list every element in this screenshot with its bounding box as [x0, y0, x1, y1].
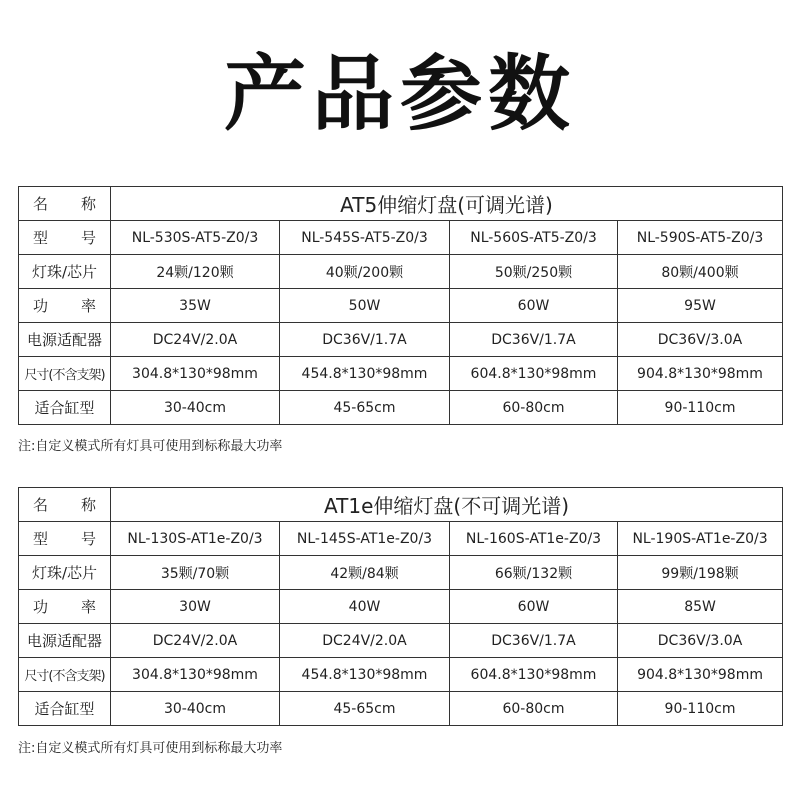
row-label: 电源适配器 — [19, 624, 111, 658]
row-label: 灯珠/芯片 — [19, 556, 111, 590]
table-row — [19, 692, 783, 726]
row-label: 适合缸型 — [19, 391, 111, 425]
table-cell: 80颗/400颗 — [618, 255, 783, 289]
table-cell: 40W — [280, 590, 450, 624]
table-cell: 60W — [450, 590, 618, 624]
table-cell: 60-80cm — [450, 692, 618, 726]
table-cell: 604.8*130*98mm — [450, 658, 618, 692]
product-name-header: AT1e伸缩灯盘(不可调光谱) — [111, 488, 783, 522]
table-cell: NL-130S-AT1e-Z0/3 — [111, 522, 280, 556]
row-label: 尺寸(不含支架) — [19, 658, 111, 692]
table-cell: 40颗/200颗 — [280, 255, 450, 289]
table-row — [19, 391, 783, 425]
row-label: 适合缸型 — [19, 692, 111, 726]
table-cell: 35颗/70颗 — [111, 556, 280, 590]
table-cell: NL-160S-AT1e-Z0/3 — [450, 522, 618, 556]
table-note: 注:自定义模式所有灯具可使用到标称最大功率 — [18, 741, 283, 756]
table-row — [19, 556, 783, 590]
table-cell: 90-110cm — [618, 391, 783, 425]
table-cell: NL-545S-AT5-Z0/3 — [280, 221, 450, 255]
table-cell: 454.8*130*98mm — [280, 357, 450, 391]
table-cell: 66颗/132颗 — [450, 556, 618, 590]
table-cell: 50颗/250颗 — [450, 255, 618, 289]
table-cell: 85W — [618, 590, 783, 624]
table-cell: DC24V/2.0A — [111, 323, 280, 357]
table-row — [19, 658, 783, 692]
table-cell: DC24V/2.0A — [280, 624, 450, 658]
table-cell: 454.8*130*98mm — [280, 658, 450, 692]
table-cell: 30-40cm — [111, 391, 280, 425]
table-row — [19, 357, 783, 391]
row-label: 名 称 — [19, 488, 111, 522]
table-cell: DC36V/1.7A — [450, 323, 618, 357]
product-name-header: AT5伸缩灯盘(可调光谱) — [111, 187, 783, 221]
table-cell: 90-110cm — [618, 692, 783, 726]
row-label: 尺寸(不含支架) — [19, 357, 111, 391]
row-label: 型 号 — [19, 522, 111, 556]
table-row — [19, 488, 783, 522]
table-row — [19, 187, 783, 221]
row-label: 灯珠/芯片 — [19, 255, 111, 289]
table-row — [19, 624, 783, 658]
table-cell: NL-560S-AT5-Z0/3 — [450, 221, 618, 255]
spec-table-at5 — [18, 186, 783, 425]
table-cell: DC36V/3.0A — [618, 323, 783, 357]
table-cell: 304.8*130*98mm — [111, 357, 280, 391]
table-cell: 60W — [450, 289, 618, 323]
spec-table-at1e — [18, 487, 783, 726]
table-cell: 30W — [111, 590, 280, 624]
table-cell: NL-145S-AT1e-Z0/3 — [280, 522, 450, 556]
table-cell: 904.8*130*98mm — [618, 658, 783, 692]
table-cell: 604.8*130*98mm — [450, 357, 618, 391]
table-row — [19, 323, 783, 357]
table-cell: DC36V/1.7A — [450, 624, 618, 658]
table-cell: 50W — [280, 289, 450, 323]
table-cell: NL-590S-AT5-Z0/3 — [618, 221, 783, 255]
table-row — [19, 590, 783, 624]
table-cell: 60-80cm — [450, 391, 618, 425]
table-cell: 42颗/84颗 — [280, 556, 450, 590]
row-label: 功 率 — [19, 590, 111, 624]
table-cell: 30-40cm — [111, 692, 280, 726]
table-row — [19, 221, 783, 255]
table-cell: 99颗/198颗 — [618, 556, 783, 590]
table-cell: 35W — [111, 289, 280, 323]
table-row — [19, 255, 783, 289]
table-row — [19, 289, 783, 323]
row-label: 电源适配器 — [19, 323, 111, 357]
table-cell: NL-530S-AT5-Z0/3 — [111, 221, 280, 255]
table-cell: 24颗/120颗 — [111, 255, 280, 289]
table-cell: 45-65cm — [280, 692, 450, 726]
row-label: 功 率 — [19, 289, 111, 323]
table-cell: 95W — [618, 289, 783, 323]
table-cell: NL-190S-AT1e-Z0/3 — [618, 522, 783, 556]
table-cell: 304.8*130*98mm — [111, 658, 280, 692]
table-note: 注:自定义模式所有灯具可使用到标称最大功率 — [18, 439, 283, 454]
table-cell: DC36V/3.0A — [618, 624, 783, 658]
row-label: 名 称 — [19, 187, 111, 221]
row-label: 型 号 — [19, 221, 111, 255]
table-cell: DC36V/1.7A — [280, 323, 450, 357]
table-cell: 904.8*130*98mm — [618, 357, 783, 391]
table-cell: DC24V/2.0A — [111, 624, 280, 658]
page-title: 产品参数 — [223, 47, 576, 142]
table-cell: 45-65cm — [280, 391, 450, 425]
table-row — [19, 522, 783, 556]
